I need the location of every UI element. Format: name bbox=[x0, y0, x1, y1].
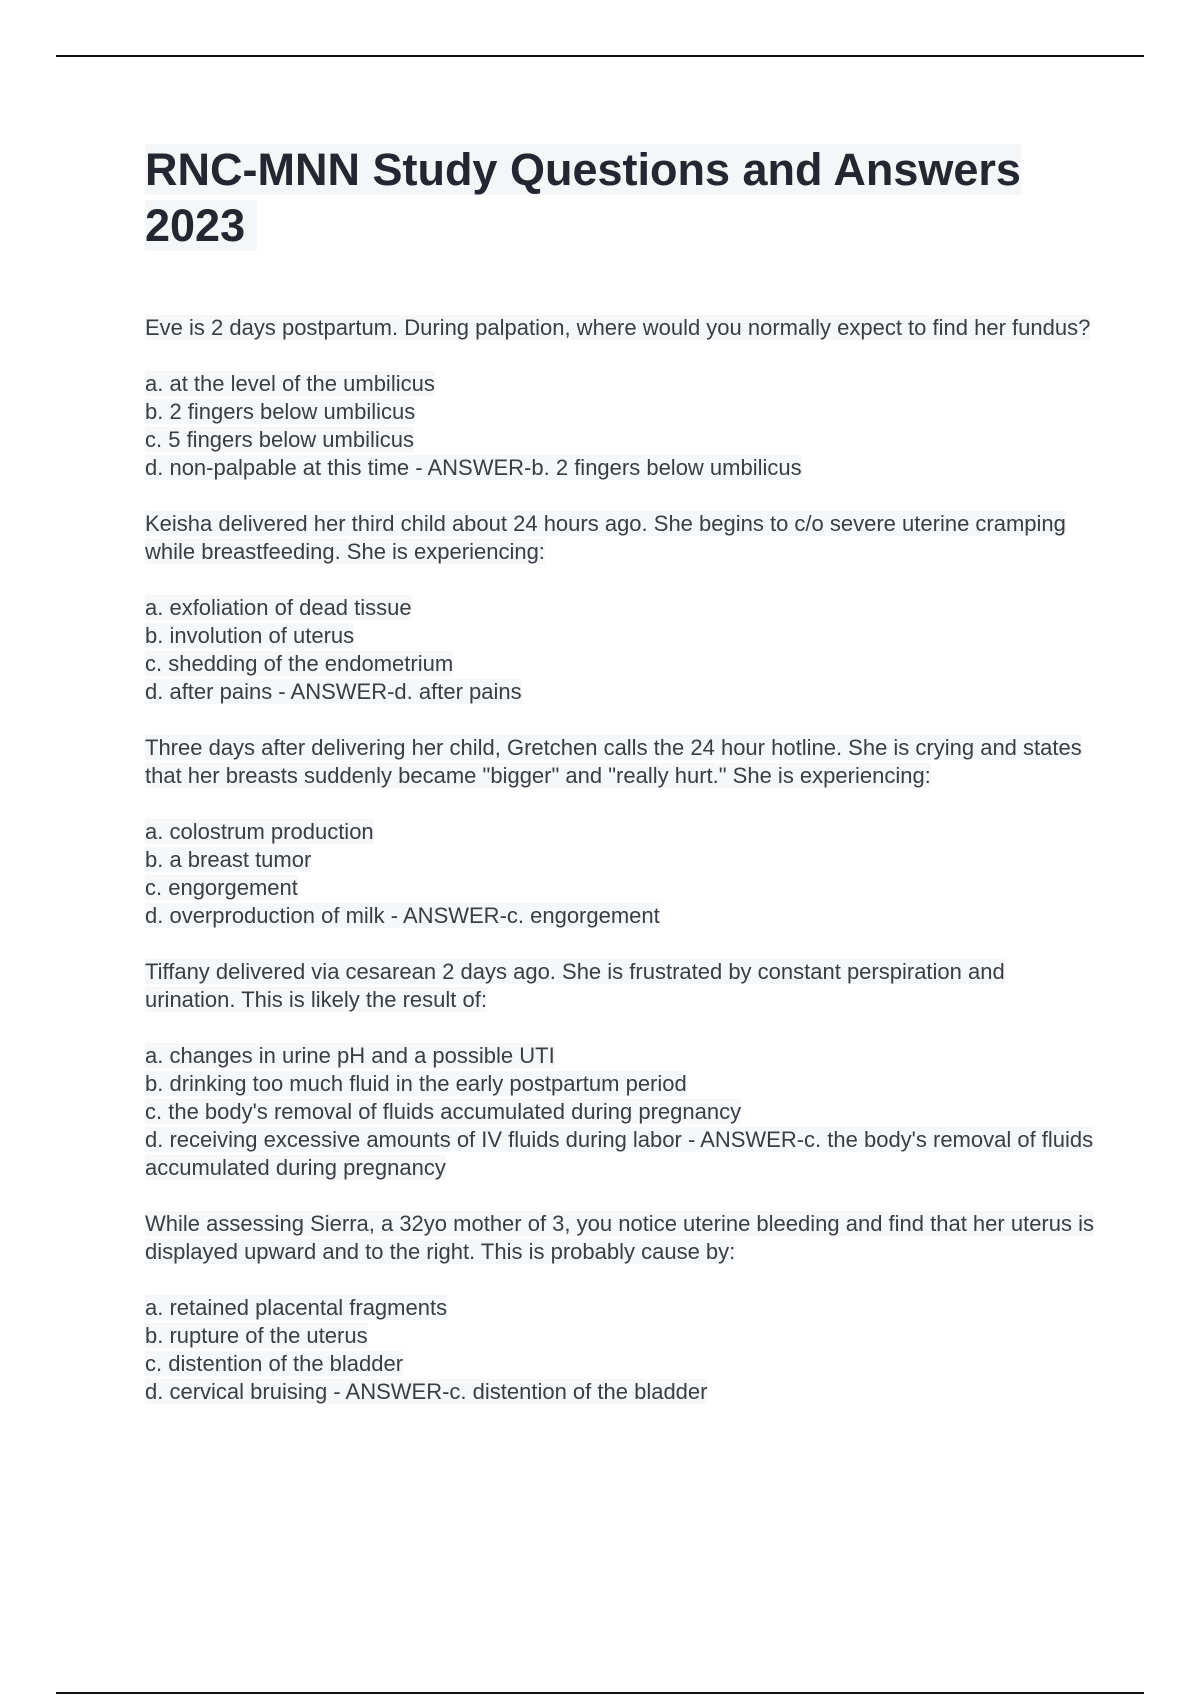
question-text-span: Three days after delivering her child, Gretchen calls the 24 hour hotline. She is crying and states that her breasts suddenly became "bigger" and "really hurt." She is experiencing: bbox=[145, 735, 1082, 788]
question-text-span: Tiffany delivered via cesarean 2 days ago. She is frustrated by constant perspiration and urination. This is likely the result of: bbox=[145, 959, 1005, 1012]
question-block-4 bbox=[145, 958, 1095, 1182]
option-text: a. at the level of the umbilicus bbox=[145, 371, 435, 396]
top-rule bbox=[56, 55, 1144, 57]
option-text: a. retained placental fragments bbox=[145, 1295, 448, 1320]
option-text: c. engorgement bbox=[145, 875, 298, 900]
option-item-with-answer bbox=[145, 1378, 1095, 1406]
question-block-5 bbox=[145, 1210, 1095, 1406]
option-text: c. 5 fingers below umbilicus bbox=[145, 427, 415, 452]
option-item bbox=[145, 622, 1095, 650]
bottom-rule bbox=[56, 1692, 1144, 1694]
option-item-with-answer bbox=[145, 678, 1095, 706]
option-item bbox=[145, 370, 1095, 398]
option-item bbox=[145, 398, 1095, 426]
option-text: b. a breast tumor bbox=[145, 847, 312, 872]
option-item bbox=[145, 1098, 1095, 1126]
option-item bbox=[145, 594, 1095, 622]
option-text: b. rupture of the uterus bbox=[145, 1323, 368, 1348]
question-text bbox=[145, 1210, 1095, 1266]
option-text: d. non-palpable at this time - ANSWER-b. 2 fingers below umbilicus bbox=[145, 455, 802, 480]
option-item bbox=[145, 1042, 1095, 1070]
document-title bbox=[145, 142, 1095, 254]
option-list bbox=[145, 370, 1095, 482]
question-block-1 bbox=[145, 314, 1095, 482]
option-item bbox=[145, 1070, 1095, 1098]
option-list bbox=[145, 1042, 1095, 1182]
option-text: a. colostrum production bbox=[145, 819, 374, 844]
option-item bbox=[145, 874, 1095, 902]
option-text: d. after pains - ANSWER-d. after pains bbox=[145, 679, 522, 704]
option-list bbox=[145, 594, 1095, 706]
question-text bbox=[145, 314, 1095, 342]
option-item bbox=[145, 650, 1095, 678]
question-text-span: Eve is 2 days postpartum. During palpation, where would you normally expect to find her fundus? bbox=[145, 315, 1091, 340]
option-text: d. receiving excessive amounts of IV fluids during labor - ANSWER-c. the body's removal of fluids accumulated during pregnancy bbox=[145, 1127, 1094, 1180]
question-block-3 bbox=[145, 734, 1095, 930]
option-item-with-answer bbox=[145, 454, 1095, 482]
question-list bbox=[145, 314, 1095, 1406]
option-text: b. 2 fingers below umbilicus bbox=[145, 399, 416, 424]
option-text: b. drinking too much fluid in the early postpartum period bbox=[145, 1071, 687, 1096]
option-item-with-answer bbox=[145, 1126, 1095, 1182]
option-text: a. exfoliation of dead tissue bbox=[145, 595, 412, 620]
option-list bbox=[145, 818, 1095, 930]
question-block-2 bbox=[145, 510, 1095, 706]
option-text: a. changes in urine pH and a possible UTI bbox=[145, 1043, 555, 1068]
option-text: d. overproduction of milk - ANSWER-c. engorgement bbox=[145, 903, 660, 928]
question-text bbox=[145, 958, 1095, 1014]
option-text: b. involution of uterus bbox=[145, 623, 355, 648]
option-item bbox=[145, 426, 1095, 454]
question-text-span: While assessing Sierra, a 32yo mother of 3, you notice uterine bleeding and find that her uterus is displayed upward and to the right. This is probably cause by: bbox=[145, 1211, 1094, 1264]
option-text: c. the body's removal of fluids accumulated during pregnancy bbox=[145, 1099, 742, 1124]
option-item bbox=[145, 1322, 1095, 1350]
option-text: d. cervical bruising - ANSWER-c. distention of the bladder bbox=[145, 1379, 708, 1404]
option-item bbox=[145, 1294, 1095, 1322]
option-item bbox=[145, 818, 1095, 846]
document-body bbox=[145, 142, 1095, 1406]
option-text: c. distention of the bladder bbox=[145, 1351, 404, 1376]
document-title-text: RNC-MNN Study Questions and Answers 2023 bbox=[145, 144, 1021, 251]
option-text: c. shedding of the endometrium bbox=[145, 651, 454, 676]
question-text-span: Keisha delivered her third child about 24 hours ago. She begins to c/o severe uterine cramping while breastfeeding. She is experiencing: bbox=[145, 511, 1066, 564]
option-item bbox=[145, 846, 1095, 874]
option-list bbox=[145, 1294, 1095, 1406]
question-text bbox=[145, 734, 1095, 790]
option-item-with-answer bbox=[145, 902, 1095, 930]
option-item bbox=[145, 1350, 1095, 1378]
question-text bbox=[145, 510, 1095, 566]
